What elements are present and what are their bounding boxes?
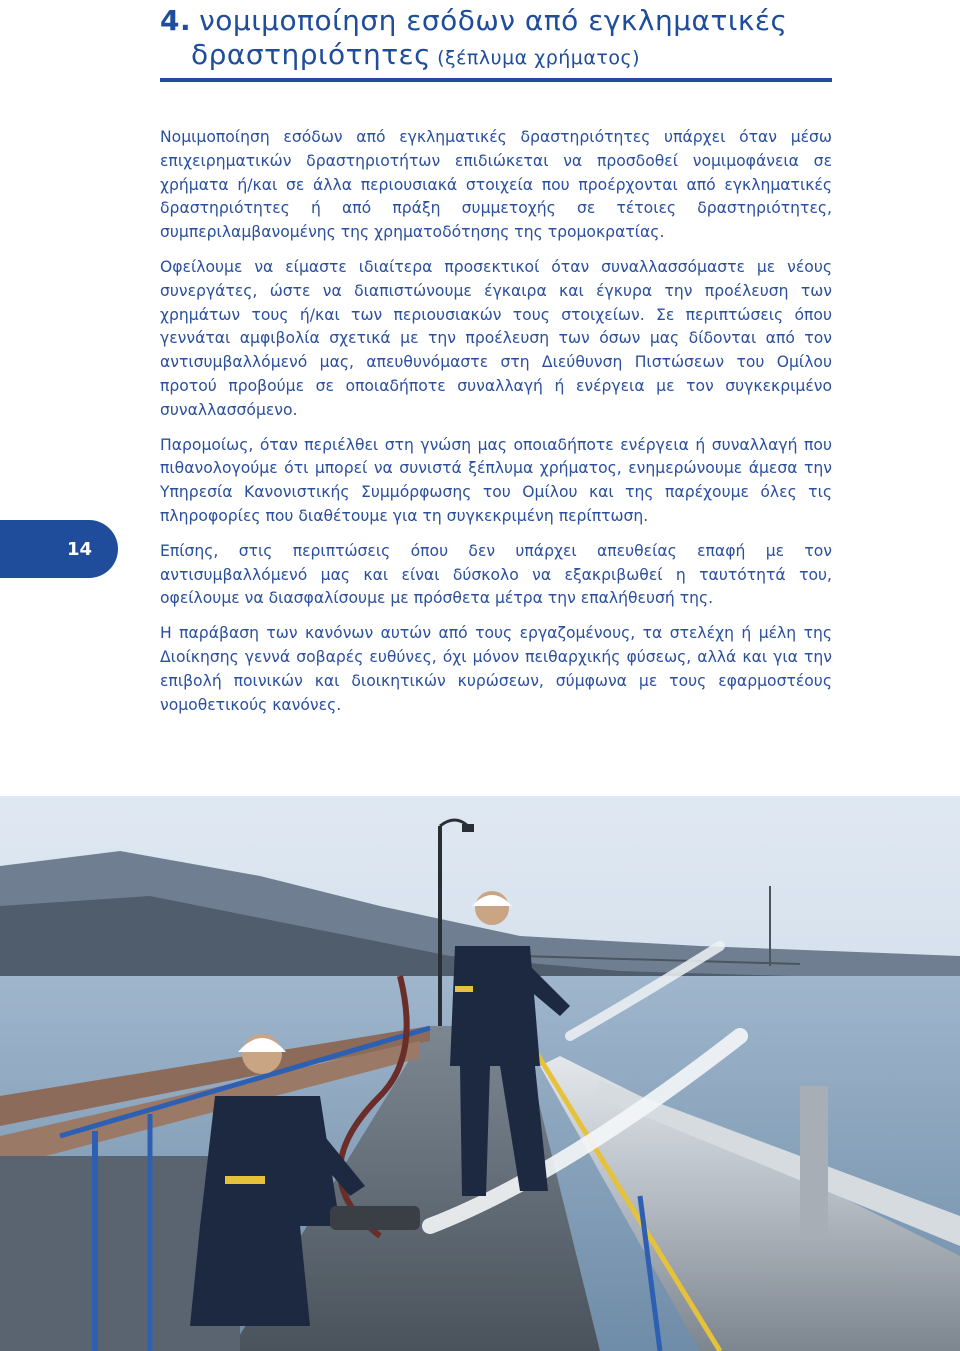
heading-title-line-2: δραστηριότητες — [191, 38, 432, 71]
heading-title-line-1: νομιμοποίηση εσόδων από εγκληματικές — [199, 4, 788, 37]
photo-firefighting-drill — [0, 796, 960, 1351]
standing-worker-leg-left — [460, 1066, 490, 1196]
page-number-tab — [0, 520, 118, 578]
heading-line-1 — [160, 4, 840, 38]
section-number: 4. — [160, 4, 192, 37]
lamp-head — [462, 824, 474, 832]
standing-worker-stripe — [455, 986, 473, 992]
page-number: 14 — [66, 538, 92, 560]
heading-divider — [160, 78, 832, 82]
paragraph-5: Η παράβαση των κανόνων αυτών από τους εργαζομένους, τα στελέχη ή μέλη της Διοίκησης γεννά σοβαρές ευθύνες, όχι μόνον πειθαρχικής φύσεως, αλλά και για την επιβολή ποινικών και διοικητικών κυρώσεων, σύμφωνα με τους εφαρμοστέους νομοθετικούς κανόνες. — [160, 624, 832, 714]
section-heading — [160, 4, 840, 75]
body-text — [160, 126, 832, 728]
heading-subtitle: (ξέπλυμα χρήματος) — [437, 47, 641, 69]
paragraph-3: Παρομοίως, όταν περιέλθει στη γνώση μας οποιαδήποτε ενέργεια ή συναλλαγή που πιθανολογούμε ότι μπορεί να συνιστά ξέπλυμα χρήματος, ενημερώνουμε άμεσα την Υπηρεσία Κανονιστικής Συμμόρφωσης του Ομίλου και της παρέχουμε όλες τις πληροφορίες που διαθέτουμε για τη συγκεκριμένη περίπτωση. — [160, 435, 832, 525]
hose-nozzle — [330, 1206, 420, 1230]
paragraph-4: Επίσης, στις περιπτώσεις όπου δεν υπάρχει απευθείας επαφή με τον αντισυμβαλλόμενό μας και είναι δύσκολο να εξακριβωθεί η ταυτότητά του, οφείλουμε να διασφαλίσουμε με πρόσθετα μέτρα την επαλήθευσή της. — [160, 541, 832, 608]
heading-line-2 — [160, 38, 840, 75]
kneeling-worker-stripe — [225, 1176, 265, 1184]
paragraph-2: Οφείλουμε να είμαστε ιδιαίτερα προσεκτικοί όταν συναλλασσόμαστε με νέους συνεργάτες, ώστε να διαπιστώνουμε έγκαιρα και έγκυρα την προέλευση των χρημάτων τους ή/και των περιουσιακών τους στοιχείων. Σε περιπτώσεις όπου γεννάται αμφιβολία σχετικά με την προέλευση των όσων μας δίδονται από τον αντισυμβαλλόμενό μας, απευθυνόμαστε στη Διεύθυνση Πιστώσεων του Ομίλου προτού προβούμε σε οποιαδήποτε συναλλαγή ή ενέργεια με τον συγκεκριμένο συναλλασσόμενο. — [160, 257, 832, 419]
pipe-riser — [800, 1086, 828, 1236]
paragraph-1: Νομιμοποίηση εσόδων από εγκληματικές δραστηριότητες υπάρχει όταν μέσω επιχειρηματικών δραστηριοτήτων επιδιώκεται να προσδοθεί νομιμοφάνεια σε χρήματα ή/και σε άλλα περιουσιακά στοιχεία που προέρχονται από εγκληματικές δραστηριότητες ή από πράξη συμμετοχής σε τέτοιες δραστηριότητες, συμπεριλαμβανομένης της χρηματοδότησης της τρομοκρατίας. — [160, 128, 832, 242]
kneeling-worker-body — [200, 1096, 340, 1226]
kneeling-worker-legs — [190, 1226, 310, 1326]
photo-illustration — [0, 796, 960, 1351]
